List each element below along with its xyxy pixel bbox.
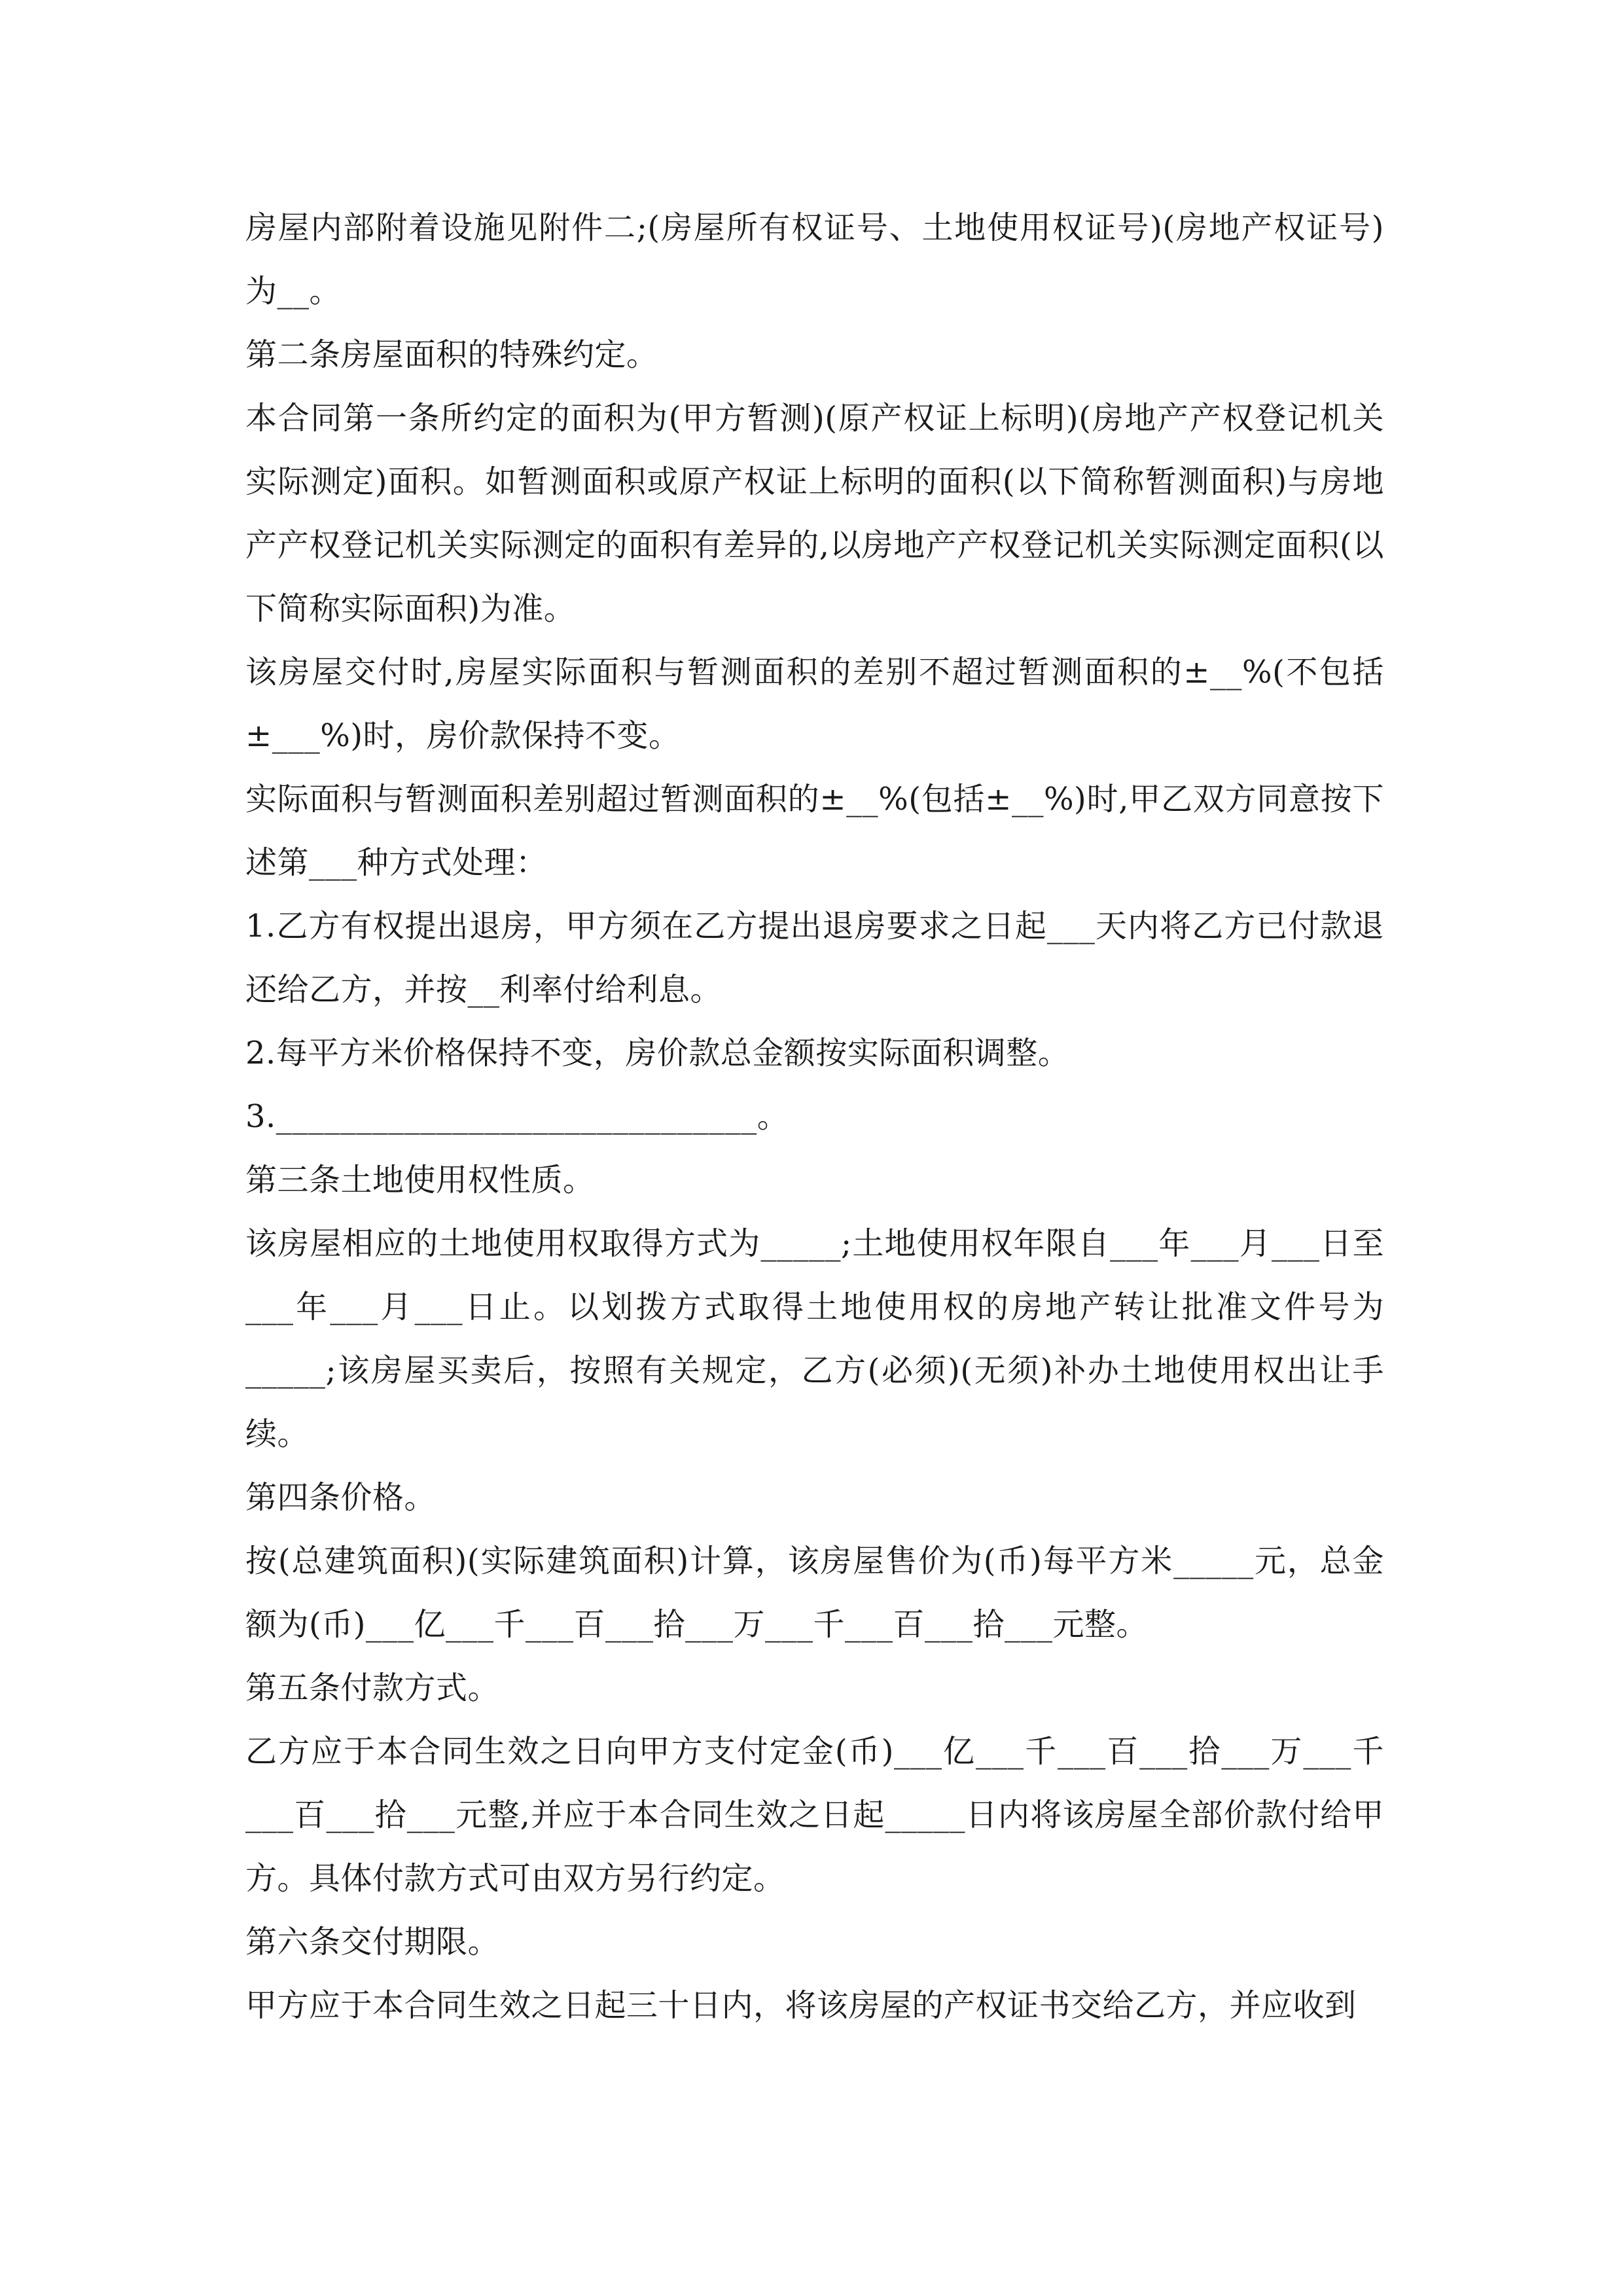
- heading-article-6: 第六条交付期限。: [245, 1924, 500, 1960]
- paragraph-delivery: 甲方应于本合同生效之日起三十日内，将该房屋的产权证书交给乙方，并应收到: [245, 1987, 1357, 2024]
- heading-article-5: 第五条付款方式。: [245, 1670, 500, 1706]
- paragraph-area-tolerance: 该房屋交付时,房屋实际面积与暂测面积的差别不超过暂测面积的±__%(不包括±___%)时，房价款保持不变。: [245, 654, 1384, 754]
- paragraph-area-exceed: 实际面积与暂测面积差别超过暂测面积的±__%(包括±__%)时,甲乙双方同意按下述第___种方式处理：: [245, 781, 1384, 881]
- paragraph-land-use: 该房屋相应的土地使用权取得方式为_____;土地使用权年限自___年___月___日至___年___月___日止。以划拨方式取得土地使用权的房地产转让批准文件号为_____;该房屋买卖后，按照有关规定，乙方(必须)(无须)补办土地使用权出让手续。: [245, 1225, 1384, 1452]
- list-item-option-2: 2.每平方米价格保持不变，房价款总金额按实际面积调整。: [245, 1035, 1070, 1071]
- paragraph-price: 按(总建筑面积)(实际建筑面积)计算，该房屋售价为(币)每平方米_____元，总金额为(币)___亿___千___百___拾___万___千___百___拾___元整。: [245, 1543, 1384, 1643]
- heading-article-4: 第四条价格。: [245, 1479, 437, 1516]
- heading-article-3: 第三条土地使用权性质。: [245, 1162, 595, 1198]
- list-item-option-3: 3.______________________________。: [245, 1098, 789, 1135]
- heading-article-2: 第二条房屋面积的特殊约定。: [245, 336, 658, 373]
- list-item-option-1: 1.乙方有权提出退房，甲方须在乙方提出退房要求之日起___天内将乙方已付款退还给乙方，并按__利率付给利息。: [245, 908, 1384, 1008]
- paragraph-area-definition: 本合同第一条所约定的面积为(甲方暂测)(原产权证上标明)(房地产产权登记机关实际测定)面积。如暂测面积或原产权证上标明的面积(以下简称暂测面积)与房地产产权登记机关实际测定的面积有差异的,以房地产产权登记机关实际测定面积(以下简称实际面积)为准。: [245, 400, 1384, 627]
- paragraph-payment: 乙方应于本合同生效之日向甲方支付定金(币)___亿___千___百___拾___万___千___百___拾___元整,并应于本合同生效之日起_____日内将该房屋全部价款付给甲方。具体付款方式可由双方另行约定。: [245, 1733, 1384, 1897]
- paragraph-attachments: 房屋内部附着设施见附件二;(房屋所有权证号、土地使用权证号)(房地产权证号)为__。: [245, 209, 1384, 310]
- document-body: [245, 196, 1384, 2037]
